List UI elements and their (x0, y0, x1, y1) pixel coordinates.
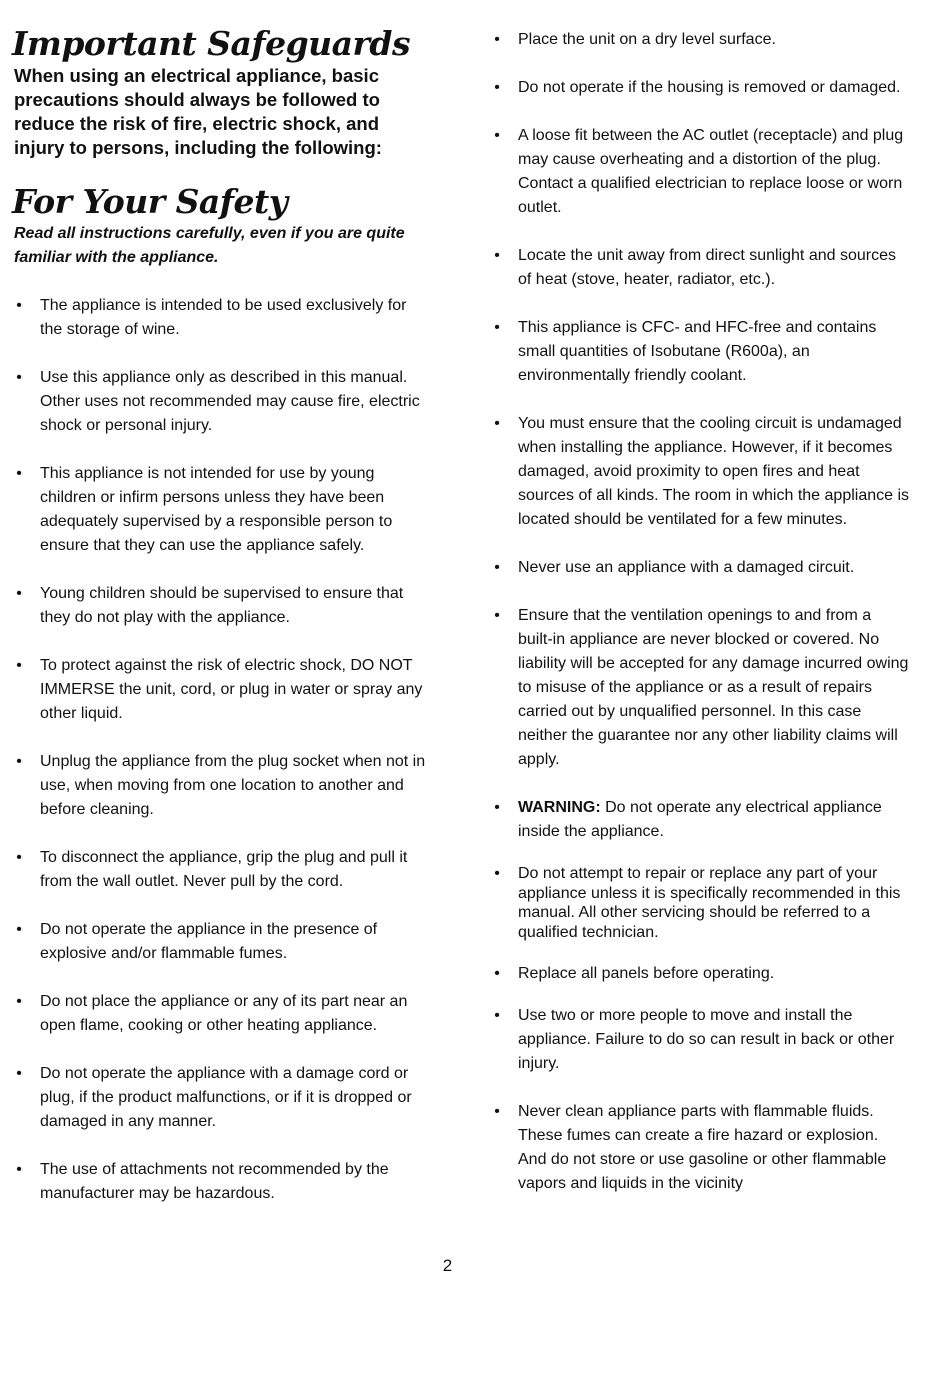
bullet-icon: • (494, 79, 500, 96)
bullet-icon: • (494, 319, 500, 336)
list-item: • You must ensure that the cooling circuit is undamaged when installing the appliance. However, if it becomes damaged, avoid proximity to open fires and heat sources of all kinds. The room in which the appliance is located should be ventilated for a few minutes. (490, 412, 910, 532)
warning-text: Do not operate any electrical appliance inside the appliance. (518, 799, 882, 840)
bullet-icon: • (16, 1065, 22, 1082)
bullet-icon: • (16, 1161, 22, 1178)
list-item: • Do not place the appliance or any of its part near an open flame, cooking or other heating appliance. (12, 990, 432, 1038)
list-item: • Ensure that the ventilation openings to and from a built-in appliance are never blocked or covered. No liability will be accepted for any damage incurred owing to misuse of the appliance or as a result of repairs carried out by unqualified personnel. In this case neither the guarantee nor any other liability claims will apply. (490, 604, 910, 772)
left-column (12, 24, 432, 1230)
list-item: • Young children should be supervised to ensure that they do not play with the appliance. (12, 582, 432, 630)
bullet-icon: • (16, 369, 22, 386)
move-item: • Use two or more people to move and install the appliance. Failure to do so can result in back or other injury. (490, 1004, 910, 1076)
intro-paragraph: When using an electrical appliance, basic precautions should always be followed to reduce the risk of fire, electric shock, and injury to persons, including the following: (14, 65, 382, 158)
bullet-icon: • (494, 415, 500, 432)
bullet-icon: • (494, 1007, 500, 1024)
warning-label: WARNING: (518, 799, 601, 816)
list-item: • A loose fit between the AC outlet (receptacle) and plug may cause overheating and a distortion of the plug. Contact a qualified electrician to replace loose or worn outlet. (490, 124, 910, 220)
list-item: • Do not operate if the housing is removed or damaged. (490, 76, 910, 100)
list-item: • Do not operate the appliance with a damage cord or plug, if the product malfunctions, or if it is dropped or damaged in any manner. (12, 1062, 432, 1134)
bullet-icon: • (16, 657, 22, 674)
list-item: • Do not operate the appliance in the presence of explosive and/or flammable fumes. (12, 918, 432, 966)
list-item: • To protect against the risk of electric shock, DO NOT IMMERSE the unit, cord, or plug in water or spray any other liquid. (12, 654, 432, 726)
bullet-icon: • (494, 965, 500, 982)
bullet-icon: • (16, 465, 22, 482)
right-safety-list (490, 28, 910, 1196)
list-item: • The use of attachments not recommended by the manufacturer may be hazardous. (12, 1158, 432, 1206)
bullet-icon: • (16, 585, 22, 602)
bullet-icon: • (16, 849, 22, 866)
right-column (490, 28, 910, 1220)
panels-item: • Replace all panels before operating. (490, 962, 910, 986)
page-number: 2 (442, 1256, 453, 1275)
bullet-icon: • (494, 1103, 500, 1120)
clean-item: • Never clean appliance parts with flammable fluids. These fumes can create a fire hazard or explosion. And do not store or use gasoline or other flammable vapors and liquids in the vicinity (490, 1100, 910, 1196)
list-item: • Place the unit on a dry level surface. (490, 28, 910, 52)
bullet-icon: • (16, 921, 22, 938)
bullet-icon: • (16, 993, 22, 1010)
list-item: • To disconnect the appliance, grip the plug and pull it from the wall outlet. Never pull by the cord. (12, 846, 432, 894)
bullet-icon: • (16, 753, 22, 770)
bullet-icon: • (494, 799, 500, 816)
bullet-icon: • (494, 865, 500, 882)
bullet-icon: • (494, 31, 500, 48)
read-all-note: Read all instructions carefully, even if you are quite familiar with the appliance. (14, 225, 405, 266)
bullet-icon: • (494, 559, 500, 576)
bullet-icon: • (16, 297, 22, 314)
list-item: • This appliance is not intended for use by young children or infirm persons unless they have been adequately supervised by a responsible person to ensure that they can use the appliance safely. (12, 462, 432, 558)
left-safety-list (12, 294, 432, 1206)
for-your-safety-heading: For Your Safety (12, 182, 288, 221)
bullet-icon: • (494, 607, 500, 624)
list-item: • The appliance is intended to be used exclusively for the storage of wine. (12, 294, 432, 342)
list-item: • Never use an appliance with a damaged circuit. (490, 556, 910, 580)
bullet-icon: • (494, 247, 500, 264)
list-item: • Use this appliance only as described in this manual. Other uses not recommended may cause fire, electric shock or personal injury. (12, 366, 432, 438)
list-item: • Locate the unit away from direct sunlight and sources of heat (stove, heater, radiator, etc.). (490, 244, 910, 292)
bullet-icon: • (494, 127, 500, 144)
list-item: • Unplug the appliance from the plug socket when not in use, when moving from one location to another and before cleaning. (12, 750, 432, 822)
warning-item (490, 796, 910, 844)
list-item: • This appliance is CFC- and HFC-free and contains small quantities of Isobutane (R600a), an environmentally friendly coolant. (490, 316, 910, 388)
repair-item: • Do not attempt to repair or replace any part of your appliance unless it is specifically recommended in this manual. All other servicing should be referred to a qualified technician. (490, 864, 910, 942)
important-safeguards-heading: Important Safeguards (12, 24, 411, 63)
